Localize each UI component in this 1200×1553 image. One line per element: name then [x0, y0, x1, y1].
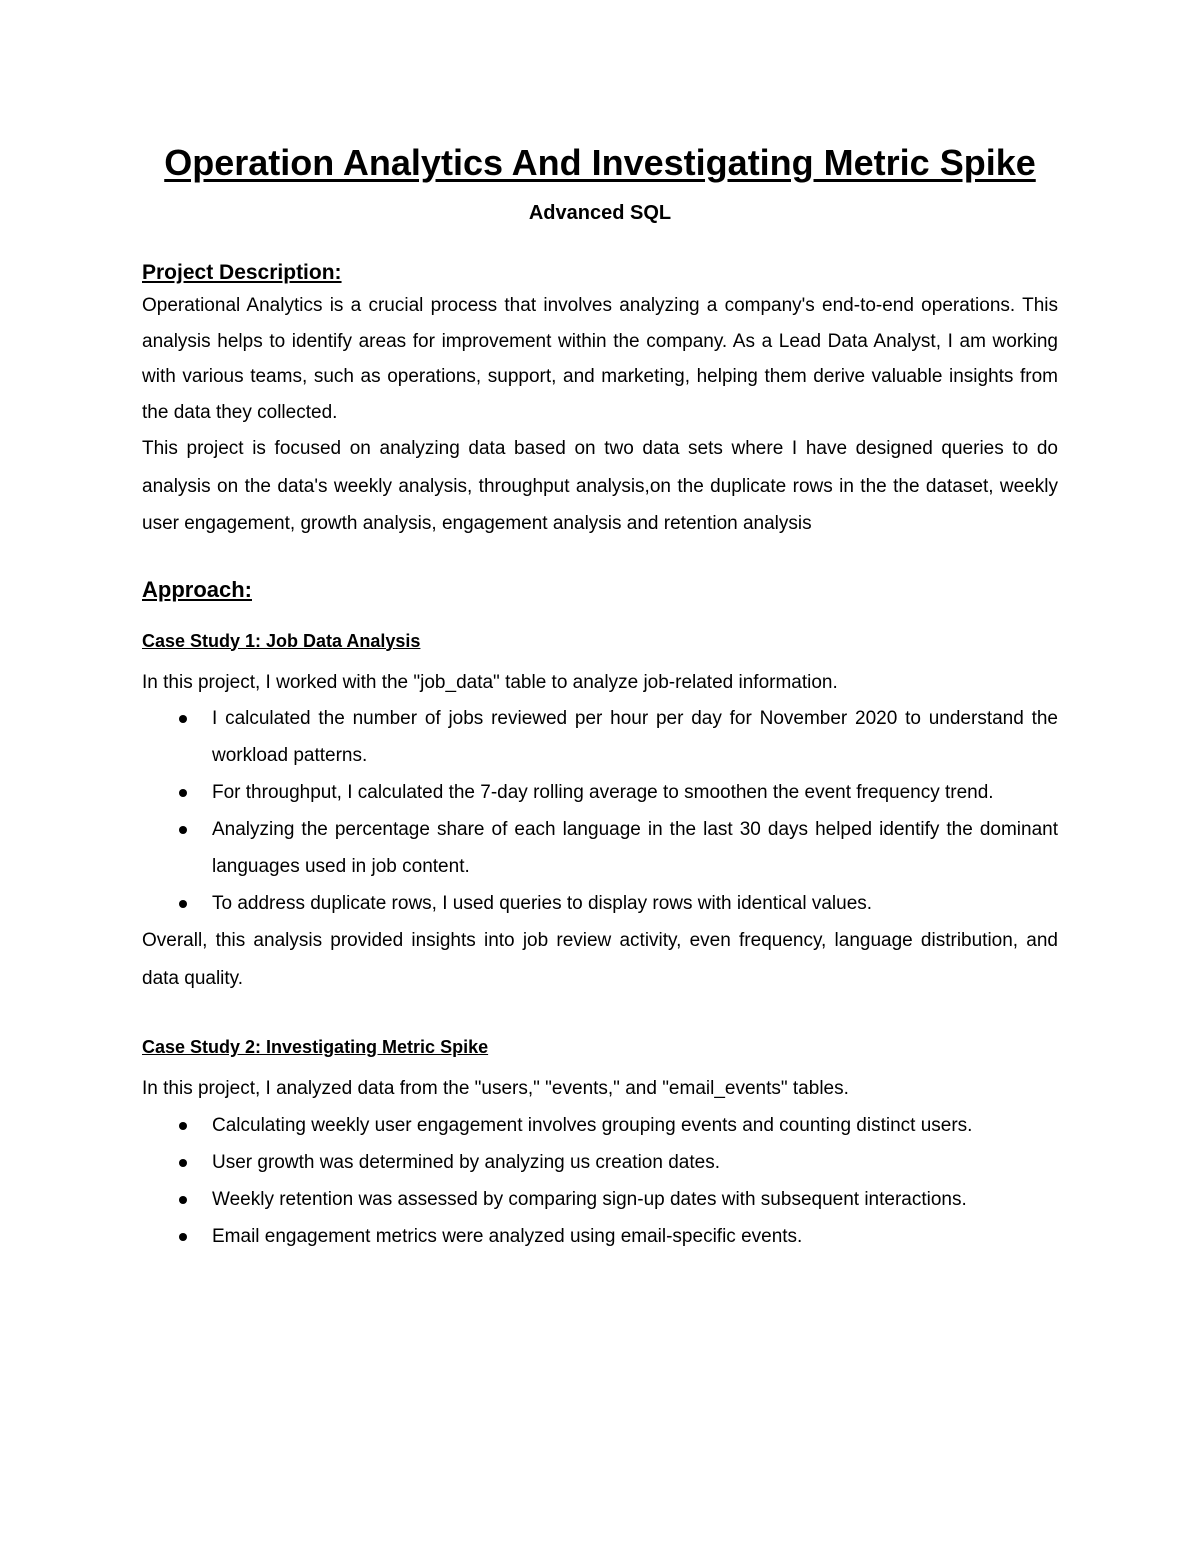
list-item [142, 885, 1058, 922]
bullet-icon [179, 1196, 187, 1204]
project-description-paragraph-2: This project is focused on analyzing data based on two data sets where I have designed queries to do analysis on the data's weekly analysis, throughput analysis,on the duplicate rows in the the dataset, weekly user engagement, growth analysis, engagement analysis and retention analysis [142, 438, 1058, 534]
bullet-icon [179, 715, 187, 723]
approach-heading: Approach: [142, 576, 252, 602]
list-item-text: I calculated the number of jobs reviewed per hour per day for November 2020 to understand the workload patterns. [212, 708, 1058, 766]
list-item-text: Analyzing the percentage share of each language in the last 30 days helped identify the dominant languages used in job content. [212, 819, 1058, 877]
list-item [142, 774, 1058, 811]
bullet-icon [179, 789, 187, 797]
case-study-1-heading: Case Study 1: Job Data Analysis [142, 630, 421, 651]
list-item [142, 1144, 1058, 1181]
list-item [142, 700, 1058, 774]
bullet-icon [179, 1159, 187, 1167]
project-description-paragraph-1: Operational Analytics is a crucial process that involves analyzing a company's end-to-end operations. This analysis helps to identify areas for improvement within the company. As a Lead Data Analyst, I am working with various teams, such as operations, support, and marketing, helping them derive valuable insights from the data they collected. [142, 295, 1058, 423]
case-study-1-intro: In this project, I worked with the "job_data" table to analyze job-related information. [142, 671, 838, 693]
list-item-text: User growth was determined by analyzing us creation dates. [212, 1151, 720, 1173]
case-study-1-summary: Overall, this analysis provided insights into job review activity, even frequency, language distribution, and data quality. [142, 930, 1058, 989]
case-study-2-heading: Case Study 2: Investigating Metric Spike [142, 1037, 489, 1057]
bullet-icon [179, 1122, 187, 1130]
case-study-1-bullet-list [142, 700, 1058, 922]
list-item [142, 1218, 1058, 1255]
case-study-2-intro: In this project, I analyzed data from the "users," "events," and "email_events" tables. [142, 1078, 849, 1099]
document-subtitle: Advanced SQL [528, 202, 672, 224]
project-description-heading: Project Description: [142, 261, 342, 284]
list-item-text: Email engagement metrics were analyzed using email-specific events. [212, 1225, 803, 1247]
list-item-text: For throughput, I calculated the 7-day rolling average to smoothen the event frequency trend. [212, 782, 994, 803]
list-item [142, 1107, 1058, 1144]
bullet-icon [179, 1233, 187, 1241]
bullet-icon [179, 900, 187, 908]
list-item-text: To address duplicate rows, I used queries to display rows with identical values. [212, 893, 873, 914]
list-item-text: Calculating weekly user engagement involves grouping events and counting distinct users. [212, 1114, 973, 1136]
list-item-text: Weekly retention was assessed by comparing sign-up dates with subsequent interactions. [212, 1188, 967, 1210]
list-item [142, 1181, 1058, 1218]
case-study-2-bullet-list [142, 1107, 1058, 1255]
document-title: Operation Analytics And Investigating Metric Spike [164, 142, 1036, 183]
bullet-icon [179, 826, 187, 834]
list-item [142, 811, 1058, 885]
